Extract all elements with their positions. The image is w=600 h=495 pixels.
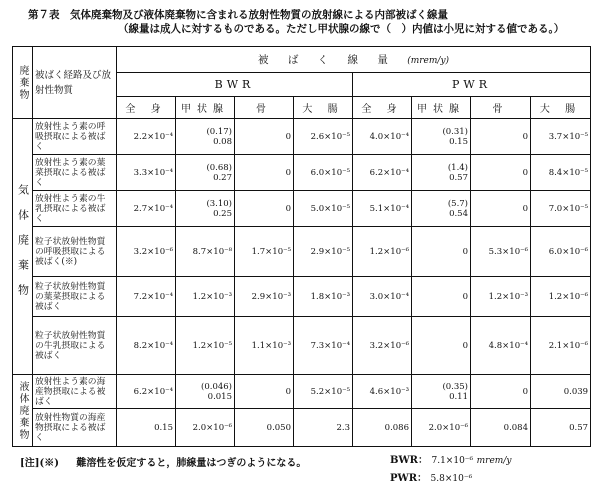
cell-value: 0.050 [235,409,294,447]
cell-value: 6.2×10⁻⁴ [117,375,176,409]
cell-value: 7.0×10⁻⁵ [531,191,591,227]
col-bwr-bone: 骨 [235,97,294,119]
cell-value: 0 [471,191,531,227]
table-row [13,155,591,191]
cell-value: 3.2×10⁻⁶ [353,317,412,375]
cell-value: 5.2×10⁻⁵ [294,375,353,409]
footnote-pwr-value: 5.8×10⁻⁶ [430,474,473,484]
thyroid-adult-value: 0.11 [449,391,468,402]
cell-value-pair [176,155,235,191]
cell-value: 8.4×10⁻⁵ [531,155,591,191]
title-line-2: （線量は成人に対するものである。ただし甲状腺の線で（ ）内値は小児に対する値である。） [118,23,565,35]
cell-value: 2.7×10⁻⁴ [117,191,176,227]
table-row [13,191,591,227]
cell-value: 1.2×10⁻⁶ [531,277,591,317]
cell-value: 3.3×10⁻⁴ [117,155,176,191]
cell-value: 2.3 [294,409,353,447]
thyroid-child-value: (0.68) [206,162,232,173]
table-row [13,375,591,409]
cell-value-pair [412,119,471,155]
cell-value: 0 [412,227,471,277]
cell-value: 2.6×10⁻⁵ [294,119,353,155]
col-pwr-thyroid: 甲状腺 [412,97,471,119]
footnote-pwr-line [390,470,511,488]
title-line-1: 第７表 気体廃棄物及び液体廃棄物に含まれる放射性物質の放射線による内部被ばく線量 [28,9,448,21]
thyroid-child-value: (0.046) [201,381,232,392]
table-row [13,409,591,447]
cell-value: 2.1×10⁻⁶ [531,317,591,375]
cell-value-pair [176,191,235,227]
footnote-text: 難溶性を仮定すると，肺線量はつぎのようになる。 [76,458,307,469]
thyroid-adult-value: 0.25 [213,208,232,219]
cell-value: 1.2×10⁻⁵ [176,317,235,375]
cell-value: 0.084 [471,409,531,447]
thyroid-child-value: (0.35) [442,381,468,392]
cell-value: 0 [471,119,531,155]
cell-value: 0 [235,119,294,155]
thyroid-child-value: (0.17) [206,126,232,137]
thyroid-child-value: (3.10) [206,198,232,209]
thyroid-adult-value: 0.57 [449,172,468,183]
cell-value: 0 [235,155,294,191]
cell-value: 1.7×10⁻⁵ [235,227,294,277]
table-row [13,277,591,317]
row-path: 粒子状放射性物質の葉菜摂取による被ばく [33,277,117,317]
cell-value: 0 [235,375,294,409]
table-row [13,119,591,155]
category-gas: 気体廃棄物 [13,119,33,375]
row-path: 放射性よう素の呼吸摂取による被ばく [33,119,117,155]
cell-value: 0 [471,375,531,409]
header-pwr: PWR [353,73,591,97]
thyroid-child-value: (5.7) [447,198,468,209]
footnote [20,454,306,469]
cell-value: 0.57 [531,409,591,447]
row-path: 放射性物質の海産物摂取による被ばく [33,409,117,447]
cell-value: 1.2×10⁻⁶ [353,227,412,277]
cell-value: 4.0×10⁻⁴ [353,119,412,155]
cell-value: 0 [235,191,294,227]
cell-value-pair [412,155,471,191]
cell-value-pair [176,375,235,409]
table-row [13,227,591,277]
thyroid-adult-value: 0.08 [213,136,232,147]
header-waste-type: 廃棄物 [13,47,33,119]
footnote-pwr-label: PWR： [390,473,428,484]
cell-value: 1.2×10⁻³ [471,277,531,317]
footnote-bwr-value: 7.1×10⁻⁶ [431,456,474,466]
cell-value-pair [412,191,471,227]
cell-value: 8.2×10⁻⁴ [117,317,176,375]
cell-value: 8.7×10⁻⁸ [176,227,235,277]
col-bwr-whole: 全 身 [117,97,176,119]
thyroid-adult-value: 0.54 [449,208,468,219]
thyroid-adult-value: 0.015 [207,391,232,402]
cell-value: 3.0×10⁻⁴ [353,277,412,317]
footnote-bwr-label: BWR： [390,455,428,466]
row-path: 放射性よう素の牛乳摂取による被ばく [33,191,117,227]
cell-value: 0 [412,277,471,317]
row-path: 放射性よう素の海産物摂取による被ばく [33,375,117,409]
cell-value-pair [176,119,235,155]
row-path: 放射性よう素の葉菜摂取による被ばく [33,155,117,191]
cell-value: 0 [412,317,471,375]
cell-value: 0 [471,155,531,191]
cell-value: 1.1×10⁻³ [235,317,294,375]
cell-value: 6.0×10⁻⁶ [531,227,591,277]
dose-table [12,46,591,447]
cell-value: 1.2×10⁻³ [176,277,235,317]
thyroid-child-value: (1.4) [447,162,468,173]
cell-value: 6.2×10⁻⁴ [353,155,412,191]
col-bwr-thyroid: 甲状腺 [176,97,235,119]
header-pathway: 被ばく経路及び放射性物質 [33,47,117,119]
cell-value: 7.3×10⁻⁴ [294,317,353,375]
cell-value: 3.2×10⁻⁶ [117,227,176,277]
col-pwr-bone: 骨 [471,97,531,119]
row-path: 粒子状放射性物質の牛乳摂取による被ばく [33,317,117,375]
cell-value: 2.9×10⁻³ [235,277,294,317]
col-bwr-colon: 大 腸 [294,97,353,119]
cell-value: 6.0×10⁻⁵ [294,155,353,191]
cell-value: 0.086 [353,409,412,447]
footnote-unit: mrem/y [476,456,512,466]
thyroid-adult-value: 0.15 [449,136,468,147]
cell-value: 5.3×10⁻⁶ [471,227,531,277]
cell-value: 4.6×10⁻³ [353,375,412,409]
header-dose [117,47,591,73]
category-liquid: 液体廃棄物 [13,375,33,447]
cell-value: 5.1×10⁻⁴ [353,191,412,227]
cell-value: 5.0×10⁻⁵ [294,191,353,227]
header-dose-unit: (mrem/y) [407,56,450,66]
footnote-bwr-line [390,452,511,470]
col-pwr-whole: 全 身 [353,97,412,119]
cell-value: 3.7×10⁻⁵ [531,119,591,155]
row-path: 粒子状放射性物質の呼吸摂取による被ばく(※) [33,227,117,277]
cell-value: 7.2×10⁻⁴ [117,277,176,317]
cell-value: 0.15 [117,409,176,447]
cell-value: 1.8×10⁻³ [294,277,353,317]
cell-value: 2.0×10⁻⁶ [176,409,235,447]
table-row [13,317,591,375]
header-dose-label: 被 ば く 線 量 [258,54,396,66]
header-bwr: BWR [117,73,353,97]
cell-value: 4.8×10⁻⁴ [471,317,531,375]
cell-value-pair [412,375,471,409]
table-title [28,8,588,36]
cell-value: 2.2×10⁻⁴ [117,119,176,155]
cell-value: 0.039 [531,375,591,409]
thyroid-child-value: (0.31) [442,126,468,137]
footnote-values [390,452,511,488]
cell-value: 2.0×10⁻⁶ [412,409,471,447]
footnote-mark: [注](※) [20,458,59,469]
thyroid-adult-value: 0.27 [213,172,232,183]
cell-value: 2.9×10⁻⁵ [294,227,353,277]
col-pwr-colon: 大 腸 [531,97,591,119]
